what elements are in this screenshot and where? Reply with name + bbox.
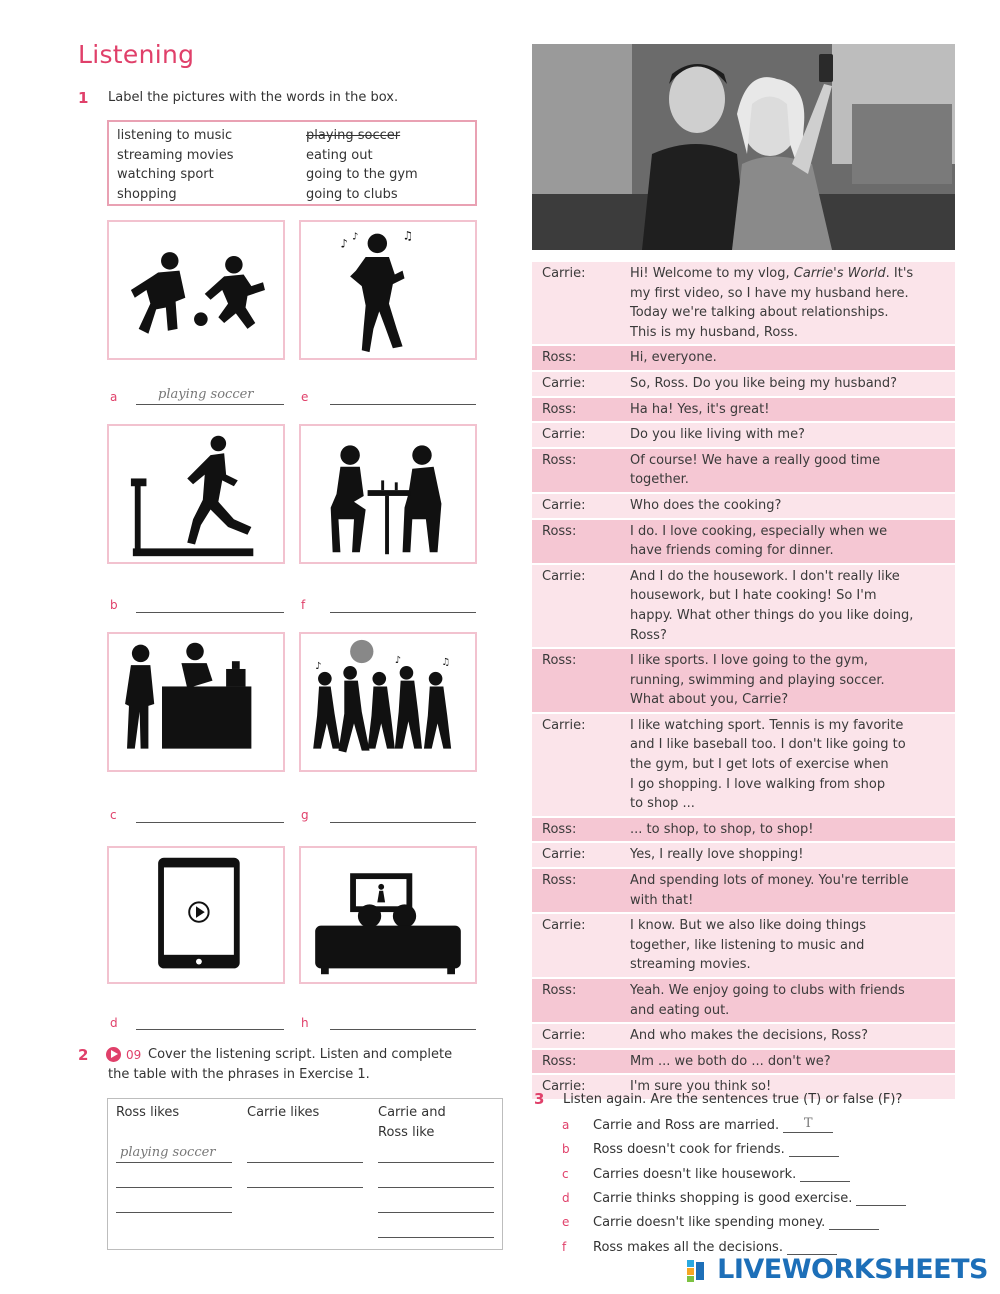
example-answer: playing soccer bbox=[120, 1145, 216, 1160]
speaker-name: Carrie: bbox=[542, 266, 586, 281]
script-row bbox=[532, 649, 955, 714]
exercise-2-instruction: Cover the listening script. Listen and complete bbox=[148, 1047, 453, 1062]
script-row bbox=[532, 843, 955, 869]
script-line-text: Today we're talking about relationships. bbox=[630, 305, 889, 321]
column-header: Carrie likes bbox=[247, 1105, 320, 1120]
script-line bbox=[630, 979, 955, 1022]
answer-line[interactable] bbox=[247, 1162, 363, 1163]
item-text: Carries doesn't like housework. bbox=[593, 1166, 797, 1182]
script-row bbox=[532, 869, 955, 914]
answer-line[interactable] bbox=[247, 1187, 363, 1188]
answer-line[interactable] bbox=[136, 822, 284, 823]
answer-line[interactable] bbox=[330, 1029, 476, 1030]
script-line-text: running, swimming and playing soccer. bbox=[630, 672, 885, 688]
script-row bbox=[532, 565, 955, 649]
liveworksheets-logo-icon bbox=[687, 1258, 705, 1282]
listening-script bbox=[532, 262, 955, 1101]
answer-blank[interactable] bbox=[787, 1238, 837, 1255]
answer-blank: T bbox=[783, 1116, 833, 1133]
script-row bbox=[532, 714, 955, 818]
script-line-text: Hi, everyone. bbox=[630, 350, 717, 366]
word-item: going to clubs bbox=[306, 186, 398, 202]
item-text: Carrie thinks shopping is good exercise. bbox=[593, 1190, 853, 1206]
label-letter: f bbox=[301, 598, 306, 612]
word-item-crossed: playing soccer bbox=[306, 128, 401, 143]
speaker-name: Ross: bbox=[542, 523, 577, 539]
script-line-text: I go shopping. I love walking from shop bbox=[630, 776, 886, 792]
track-number: 09 bbox=[126, 1048, 142, 1062]
script-line bbox=[630, 520, 955, 563]
script-line-text: Yes, I really love shopping! bbox=[630, 847, 804, 863]
true-false-item bbox=[562, 1238, 837, 1255]
script-line-text: What about you, Carrie? bbox=[630, 692, 789, 708]
answer-blank[interactable] bbox=[829, 1213, 879, 1230]
example-answer: playing soccer bbox=[158, 387, 254, 402]
answer-blank[interactable] bbox=[856, 1189, 906, 1206]
svg-text:♫: ♫ bbox=[402, 228, 414, 243]
script-line-text: So, Ross. Do you like being my husband? bbox=[630, 375, 898, 391]
word-item: streaming movies bbox=[117, 147, 234, 163]
answer-line[interactable] bbox=[378, 1237, 494, 1238]
speaker-name: Carrie: bbox=[542, 1079, 586, 1095]
script-line-text: happy. What other things do you like doing, bbox=[630, 607, 914, 623]
script-line-text: Hi! Welcome to my vlog, Carrie's World. It's bbox=[630, 266, 914, 281]
item-text: Carrie and Ross are married. bbox=[593, 1118, 780, 1133]
script-line bbox=[630, 423, 955, 447]
word-item: shopping bbox=[117, 186, 177, 202]
script-line-text: housework, but I hate cooking! So I'm bbox=[630, 588, 877, 604]
script-line-text: and I like baseball too. I don't like going to bbox=[630, 737, 906, 753]
answer-line bbox=[116, 1162, 232, 1163]
picture-watching-sport bbox=[299, 846, 477, 984]
script-line bbox=[630, 869, 955, 912]
script-row bbox=[532, 979, 955, 1024]
picture-streaming bbox=[107, 846, 285, 984]
script-line-text: my first video, so I have my husband here. bbox=[630, 285, 909, 301]
answer-line[interactable] bbox=[378, 1187, 494, 1188]
item-text: Ross doesn't cook for friends. bbox=[593, 1142, 785, 1158]
likes-table bbox=[107, 1098, 503, 1250]
speaker-name: Ross: bbox=[542, 821, 577, 837]
script-line-text: and eating out. bbox=[630, 1002, 730, 1018]
true-false-item bbox=[562, 1140, 839, 1157]
speaker-name: Carrie: bbox=[542, 568, 586, 584]
svg-text:♪: ♪ bbox=[394, 655, 402, 667]
word-item: listening to music bbox=[117, 128, 233, 143]
picture-eating-out bbox=[299, 424, 477, 564]
true-false-item bbox=[562, 1213, 879, 1230]
true-false-item bbox=[562, 1116, 833, 1133]
column-header: Carrie and bbox=[378, 1105, 446, 1120]
script-line bbox=[630, 449, 955, 492]
label-letter: a bbox=[110, 390, 118, 404]
picture-listening-music bbox=[299, 220, 477, 360]
script-line-text: Ross? bbox=[630, 627, 667, 643]
answer-line[interactable] bbox=[330, 404, 476, 405]
picture-soccer bbox=[107, 220, 285, 360]
word-item: going to the gym bbox=[306, 167, 418, 182]
script-line-text: Ha ha! Yes, it's great! bbox=[630, 401, 770, 417]
script-line-text: And who makes the decisions, Ross? bbox=[630, 1028, 869, 1044]
speaker-name: Carrie: bbox=[542, 1028, 586, 1044]
script-line-text: And spending lots of money. You're terrible bbox=[630, 873, 909, 889]
item-text: Ross makes all the decisions. bbox=[593, 1239, 783, 1255]
answer-line[interactable] bbox=[116, 1212, 232, 1213]
script-line bbox=[630, 346, 955, 370]
answer-blank[interactable] bbox=[789, 1140, 839, 1157]
script-line-text: together. bbox=[630, 472, 689, 488]
script-line bbox=[630, 714, 955, 816]
word-box bbox=[107, 120, 477, 206]
speaker-name: Ross: bbox=[542, 873, 577, 889]
answer-blank[interactable] bbox=[800, 1165, 850, 1182]
script-line-text: have friends coming for dinner. bbox=[630, 543, 834, 559]
speaker-name: Ross: bbox=[542, 1053, 577, 1069]
script-line-text: I like sports. I love going to the gym, bbox=[630, 653, 869, 669]
svg-text:♪: ♪ bbox=[352, 231, 359, 243]
picture-shopping bbox=[107, 632, 285, 772]
exercise-2-number: 2 bbox=[78, 1046, 89, 1064]
svg-text:♫: ♫ bbox=[441, 657, 451, 669]
exercise-2-instruction-cont: the table with the phrases in Exercise 1. bbox=[108, 1067, 370, 1082]
speaker-name: Carrie: bbox=[542, 717, 586, 733]
script-line bbox=[630, 1024, 955, 1048]
speaker-name: Carrie: bbox=[542, 375, 586, 391]
script-line bbox=[630, 914, 955, 977]
speaker-name: Ross: bbox=[542, 350, 577, 366]
label-letter: c bbox=[110, 808, 117, 822]
label-letter: g bbox=[301, 808, 309, 822]
answer-line[interactable] bbox=[136, 1029, 284, 1030]
script-line bbox=[630, 398, 955, 422]
script-line-text: Mm ... we both do ... don't we? bbox=[630, 1053, 831, 1069]
speaker-name: Ross: bbox=[542, 401, 577, 417]
script-line-text: with that! bbox=[630, 892, 694, 908]
script-row bbox=[532, 398, 955, 424]
audio-play-icon[interactable] bbox=[106, 1047, 121, 1062]
script-row bbox=[532, 449, 955, 494]
script-line bbox=[630, 843, 955, 867]
script-line-text: I do. I love cooking, especially when we bbox=[630, 523, 888, 539]
answer-line[interactable] bbox=[116, 1187, 232, 1188]
picture-gym bbox=[107, 424, 285, 564]
word-item: watching sport bbox=[117, 167, 214, 182]
item-letter: b bbox=[562, 1142, 570, 1157]
item-text: Carrie doesn't like spending money. bbox=[593, 1215, 826, 1231]
script-row bbox=[532, 372, 955, 398]
script-row bbox=[532, 494, 955, 520]
answer-line[interactable] bbox=[330, 612, 476, 613]
picture-clubs bbox=[299, 632, 477, 772]
label-letter: h bbox=[301, 1016, 309, 1030]
script-line bbox=[630, 372, 955, 396]
script-row bbox=[532, 423, 955, 449]
script-line-text: Yeah. We enjoy going to clubs with friends bbox=[630, 983, 905, 998]
speaker-name: Ross: bbox=[542, 983, 577, 998]
script-line bbox=[630, 565, 955, 647]
speaker-name: Carrie: bbox=[542, 427, 586, 443]
script-line-text: to shop ... bbox=[630, 796, 695, 812]
item-letter: d bbox=[562, 1190, 570, 1205]
script-line-text: Of course! We have a really good time bbox=[630, 452, 881, 468]
exercise-1-instruction: Label the pictures with the words in the box. bbox=[108, 90, 399, 105]
answer-line[interactable] bbox=[330, 822, 476, 823]
svg-text:♪: ♪ bbox=[340, 236, 348, 251]
script-line-text: And I do the housework. I don't really like bbox=[630, 568, 900, 584]
speaker-name: Carrie: bbox=[542, 918, 586, 934]
column-header: Ross likes bbox=[116, 1105, 180, 1120]
script-row bbox=[532, 262, 955, 346]
script-line-text: I'm sure you think so! bbox=[630, 1079, 772, 1095]
script-line bbox=[630, 818, 955, 842]
label-letter: b bbox=[110, 598, 118, 612]
exercise-3-instruction: Listen again. Are the sentences true (T) or false (F)? bbox=[563, 1092, 903, 1107]
label-letter: e bbox=[301, 390, 309, 404]
script-line bbox=[630, 262, 955, 344]
answer-line[interactable] bbox=[378, 1162, 494, 1163]
script-row bbox=[532, 346, 955, 372]
word-item: eating out bbox=[306, 147, 373, 163]
column-header-cont: Ross like bbox=[378, 1125, 435, 1140]
svg-text:♪: ♪ bbox=[315, 660, 322, 672]
script-line-text: This is my husband, Ross. bbox=[630, 324, 799, 340]
item-letter: a bbox=[562, 1118, 570, 1132]
couple-selfie-photo bbox=[532, 44, 955, 250]
script-row bbox=[532, 1024, 955, 1050]
script-row bbox=[532, 818, 955, 844]
speaker-name: Carrie: bbox=[542, 497, 586, 513]
script-line-text: I like watching sport. Tennis is my favorite bbox=[630, 717, 904, 733]
true-false-item bbox=[562, 1165, 850, 1182]
script-line-text: together, like listening to music and bbox=[630, 937, 865, 953]
script-line bbox=[630, 494, 955, 518]
speaker-name: Carrie: bbox=[542, 847, 586, 863]
answer-line[interactable] bbox=[136, 612, 284, 613]
answer-line bbox=[136, 404, 284, 405]
liveworksheets-logo: LIVEWORKSHEETS bbox=[717, 1254, 988, 1285]
answer-line[interactable] bbox=[378, 1212, 494, 1213]
label-letter: d bbox=[110, 1016, 118, 1030]
item-letter: c bbox=[562, 1166, 569, 1181]
script-line bbox=[630, 649, 955, 712]
page-title: Listening bbox=[78, 40, 195, 69]
true-false-item bbox=[562, 1189, 906, 1206]
script-line-text: Do you like living with me? bbox=[630, 427, 805, 443]
script-line-text: ... to shop, to shop, to shop! bbox=[630, 821, 814, 837]
item-letter: e bbox=[562, 1215, 570, 1230]
speaker-name: Ross: bbox=[542, 653, 577, 669]
script-line bbox=[630, 1050, 955, 1074]
script-line-text: I know. But we also like doing things bbox=[630, 918, 867, 934]
script-line-text: the gym, but I get lots of exercise when bbox=[630, 757, 889, 773]
item-letter: f bbox=[562, 1239, 567, 1254]
script-line-text: Who does the cooking? bbox=[630, 497, 782, 513]
script-row bbox=[532, 520, 955, 565]
script-row bbox=[532, 914, 955, 979]
exercise-3-number: 3 bbox=[534, 1090, 545, 1108]
script-row bbox=[532, 1050, 955, 1076]
exercise-1-number: 1 bbox=[78, 89, 89, 107]
script-line-text: streaming movies. bbox=[630, 957, 751, 973]
speaker-name: Ross: bbox=[542, 452, 577, 468]
